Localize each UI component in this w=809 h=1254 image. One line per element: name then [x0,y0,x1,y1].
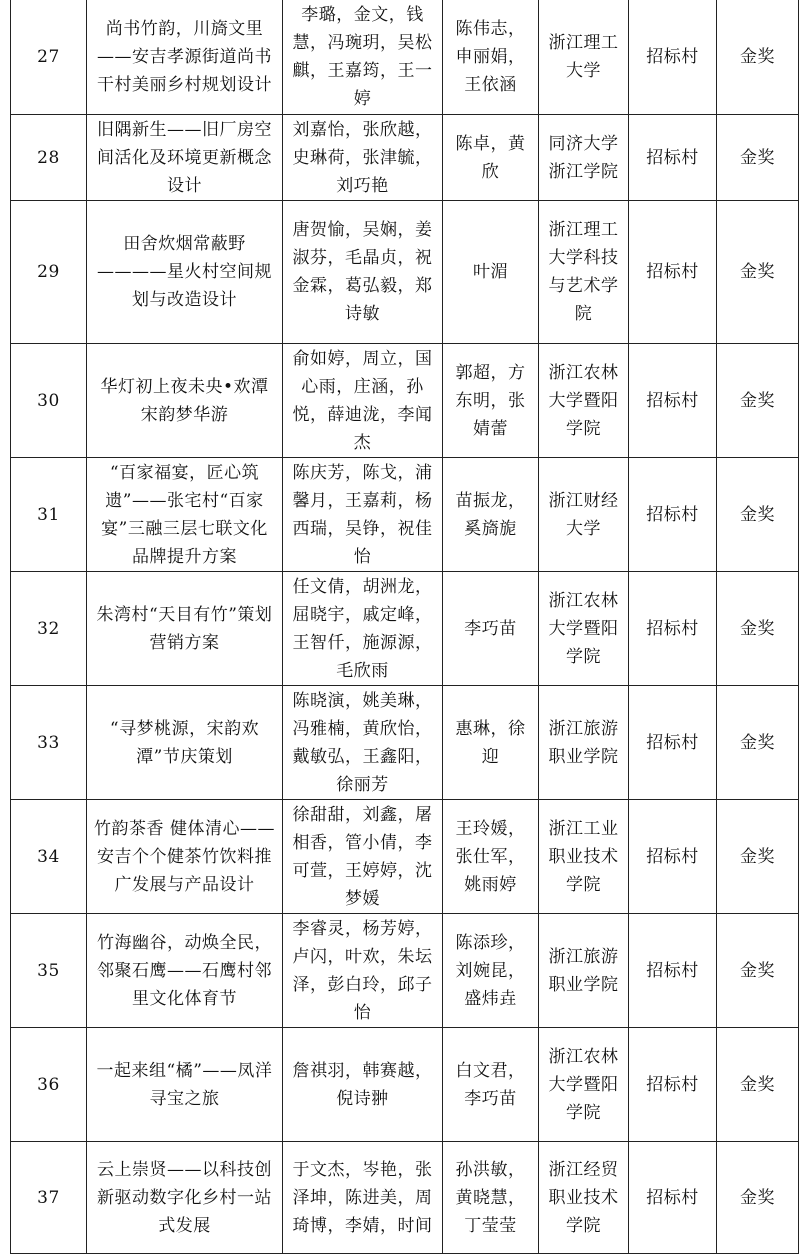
category: 招标村 [629,686,717,800]
project-name: 华灯初上夜未央•欢潭宋韵梦华游 [87,344,283,458]
team-members: 詹祺羽，韩赛越，倪诗翀 [283,1028,443,1142]
team-members: 于文杰，岑艳，张泽坤，陈进美，周琦博，李婧，时间 [283,1142,443,1254]
category: 招标村 [629,201,717,344]
team-members: 任文倩，胡洲龙，屈晓宇，戚定峰，王智仟，施源源，毛欣雨 [283,572,443,686]
school: 浙江工业职业技术学院 [539,800,629,914]
table-row [11,201,799,344]
award: 金奖 [717,201,799,344]
advisors: 陈卓，黄欣 [443,115,539,201]
school: 浙江理工大学科技与艺术学院 [539,201,629,344]
project-name: “寻梦桃源，宋韵欢潭”节庆策划 [87,686,283,800]
category: 招标村 [629,115,717,201]
award: 金奖 [717,914,799,1028]
advisors: 郭超，方东明，张婧蕾 [443,344,539,458]
award: 金奖 [717,800,799,914]
table-row [11,458,799,572]
award: 金奖 [717,0,799,115]
category: 招标村 [629,914,717,1028]
team-members: 俞如婷，周立，国心雨，庄涵，孙悦，薛迪泷，李闻杰 [283,344,443,458]
project-name: 田舍炊烟常蔽野————星火村空间规划与改造设计 [87,201,283,344]
school: 浙江农林大学暨阳学院 [539,1028,629,1142]
row-number: 27 [11,0,87,115]
table-row [11,0,799,115]
advisors: 白文君，李巧苗 [443,1028,539,1142]
school: 浙江理工大学 [539,0,629,115]
school: 浙江农林大学暨阳学院 [539,344,629,458]
table-row [11,914,799,1028]
award-table [10,0,799,1254]
row-number: 37 [11,1142,87,1254]
advisors: 陈添珍，刘婉昆，盛炜垚 [443,914,539,1028]
school: 浙江旅游职业学院 [539,686,629,800]
table-row [11,344,799,458]
category: 招标村 [629,1142,717,1254]
table-row [11,800,799,914]
team-members: 徐甜甜，刘鑫，屠相香，管小倩，李可萱，王婷婷，沈梦媛 [283,800,443,914]
category: 招标村 [629,800,717,914]
school: 浙江旅游职业学院 [539,914,629,1028]
award: 金奖 [717,458,799,572]
team-members: 陈庆芳，陈戈，浦馨月，王嘉莉，杨西瑞，吴铮，祝佳怡 [283,458,443,572]
advisors: 王玲媛，张仕军，姚雨婷 [443,800,539,914]
advisors: 叶湄 [443,201,539,344]
row-number: 30 [11,344,87,458]
advisors: 陈伟志，申丽娟，王依涵 [443,0,539,115]
award: 金奖 [717,686,799,800]
table-row [11,572,799,686]
award: 金奖 [717,572,799,686]
project-name: 竹海幽谷，动焕全民，邻聚石鹰——石鹰村邻里文化体育节 [87,914,283,1028]
project-name: 尚书竹韵，川旖文里——安吉孝源街道尚书干村美丽乡村规划设计 [87,0,283,115]
project-name: 朱湾村“天目有竹”策划营销方案 [87,572,283,686]
row-number: 36 [11,1028,87,1142]
project-name: 云上崇贤——以科技创新驱动数字化乡村一站式发展 [87,1142,283,1254]
project-name: 旧隅新生——旧厂房空间活化及环境更新概念设计 [87,115,283,201]
row-number: 33 [11,686,87,800]
row-number: 31 [11,458,87,572]
project-name: 竹韵茶香 健体清心——安吉个个健茶竹饮料推广发展与产品设计 [87,800,283,914]
award: 金奖 [717,344,799,458]
team-members: 李睿灵，杨芳婷，卢闪，叶欢，朱坛泽，彭白玲，邱子怡 [283,914,443,1028]
award: 金奖 [717,1028,799,1142]
project-name: “百家福宴，匠心筑遗”——张宅村“百家宴”三融三层七联文化品牌提升方案 [87,458,283,572]
team-members: 唐贺愉，吴娴，姜淑芬，毛晶贞，祝金霖，葛弘毅，郑诗敏 [283,201,443,344]
table-row [11,1142,799,1254]
row-number: 35 [11,914,87,1028]
category: 招标村 [629,0,717,115]
award: 金奖 [717,1142,799,1254]
school: 浙江经贸职业技术学院 [539,1142,629,1254]
project-name: 一起来组“橘”——凤洋寻宝之旅 [87,1028,283,1142]
advisors: 孙洪敏，黄晓慧，丁莹莹 [443,1142,539,1254]
award: 金奖 [717,115,799,201]
school: 同济大学浙江学院 [539,115,629,201]
school: 浙江财经大学 [539,458,629,572]
category: 招标村 [629,344,717,458]
category: 招标村 [629,572,717,686]
row-number: 32 [11,572,87,686]
table-row [11,686,799,800]
advisors: 惠琳，徐迎 [443,686,539,800]
row-number: 34 [11,800,87,914]
team-members: 陈晓演，姚美琳，冯雅楠，黄欣怡，戴敏弘，王鑫阳，徐丽芳 [283,686,443,800]
advisors: 李巧苗 [443,572,539,686]
row-number: 28 [11,115,87,201]
category: 招标村 [629,458,717,572]
school: 浙江农林大学暨阳学院 [539,572,629,686]
advisors: 苗振龙，奚旖旎 [443,458,539,572]
table-row [11,1028,799,1142]
team-members: 刘嘉怡，张欣越，史琳荷，张津毓，刘巧艳 [283,115,443,201]
table-row [11,115,799,201]
category: 招标村 [629,1028,717,1142]
team-members: 李璐，金文，钱慧，冯琬玥，吴松麒，王嘉筠，王一婷 [283,0,443,115]
row-number: 29 [11,201,87,344]
